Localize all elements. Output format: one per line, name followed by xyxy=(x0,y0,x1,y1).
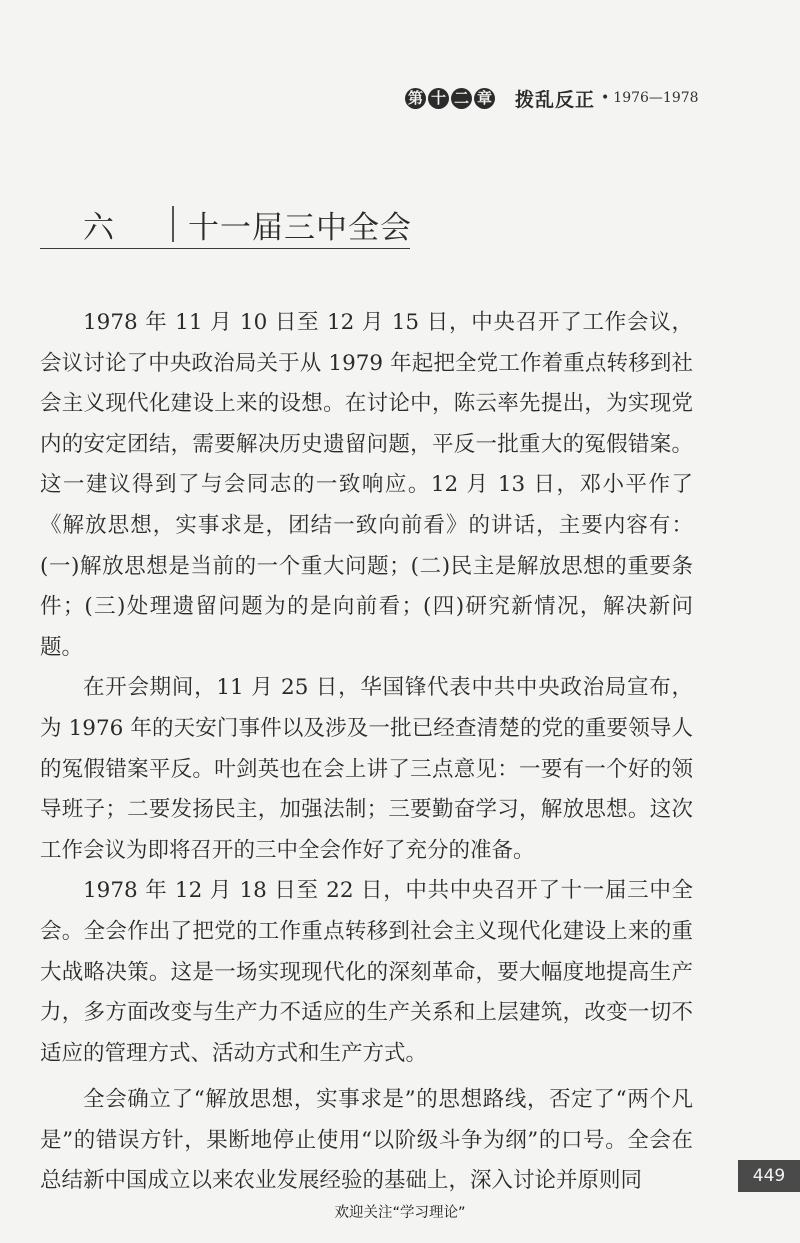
body-text xyxy=(40,303,693,1202)
chapter-years: 1976—1978 xyxy=(613,90,699,106)
paragraph: 1978 年 12 月 18 日至 22 日，中共中央召开了十一届三中全会。全会作出了把党的工作重点转移到社会主义现代化建设上来的重大战略决策。这是一场实现现代化的深刻革命，要大幅度地提高生产力，多方面改变与生产力不适应的生产关系和上层建筑，改变一切不适应的管理方式、活动方式和生产方式。 xyxy=(40,878,693,1066)
chapter-badge xyxy=(405,88,497,109)
paragraph: 在开会期间，11 月 25 日，华国锋代表中共中央政治局宣布，为 1976 年的天安门事件以及涉及一批已经查清楚的党的重要领导人的冤假错案平反。叶剑英也在会上讲了三点意见：一要有一个好的领导班子；二要发扬民主，加强法制；三要勤奋学习，解放思想。这次工作会议为即将召开的三中全会作好了充分的准备。 xyxy=(40,675,693,863)
section-divider xyxy=(172,206,174,242)
section-number: 六 xyxy=(83,210,114,246)
paragraph: 全会确立了“解放思想，实事求是”的思想路线，否定了“两个凡是”的错误方针，果断地停止使用“以阶级斗争为纲”的口号。全会在总结新中国成立以来农业发展经验的基础上，深入讨论并原则同 xyxy=(40,1087,693,1194)
header-separator: • xyxy=(601,90,610,106)
section-heading xyxy=(40,200,410,249)
chapter-char: 十 xyxy=(428,88,449,109)
chapter-char: 第 xyxy=(405,88,426,109)
page-number: 449 xyxy=(738,1160,800,1192)
footer-note: 欢迎关注“学习理论” xyxy=(334,1205,466,1221)
chapter-char: 章 xyxy=(474,88,495,109)
paragraph: 1978 年 11 月 10 日至 12 月 15 日，中央召开了工作会议，会议讨论了中央政治局关于从 1979 年起把全党工作着重点转移到社会主义现代化建设上来的设想。在讨论中，陈云率先提出，为实现党内的安定团结，需要解决历史遗留问题，平反一批重大的冤假错案。这一建议得到了与会同志的一致响应。12 月 13 日，邓小平作了《解放思想，实事求是，团结一致向前看》的讲话，主要内容有：(一)解放思想是当前的一个重大问题；(二)民主是解放思想的重要条件；(三)处理遗留问题为的是向前看；(四)研究新情况，解决新问题。 xyxy=(40,310,693,660)
section-title: 十一届三中全会 xyxy=(188,210,412,246)
chapter-char: 二 xyxy=(451,88,472,109)
running-header xyxy=(405,80,699,116)
chapter-name: 拨乱反正 xyxy=(515,88,596,111)
